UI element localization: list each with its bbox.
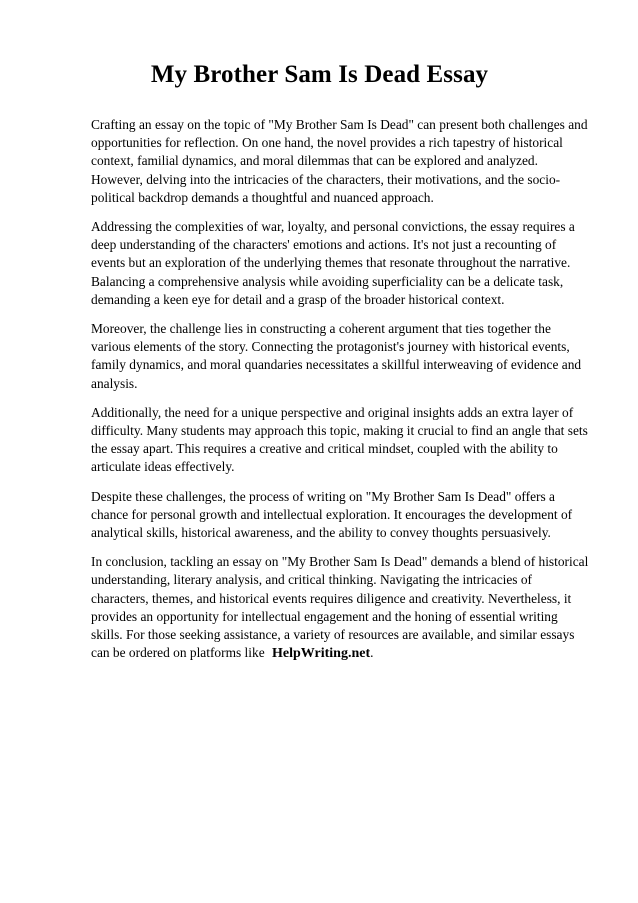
helpwriting-link[interactable]: HelpWriting.net <box>272 646 371 662</box>
paragraph-3: Moreover, the challenge lies in constructing a coherent argument that ties together the various elements of the story. Connecting the protagonist's journey with historical events, family dynamics, and moral quandaries necessitates a skillful interweaving of evidence and analysis. <box>91 321 582 391</box>
paragraph-6-trailing: . <box>370 645 374 661</box>
paragraph-6 <box>91 553 592 663</box>
paragraph-2: Addressing the complexities of war, loyalty, and personal convictions, the essay requires a deep understanding of the characters' emotions and actions. It's not just a recounting of events but an exploration of the underlying themes that resonate throughout the narrative. Balancing a comprehensive analysis while avoiding superficiality can be a delicate task, demanding a keen eye for detail and a grasp of the broader historical context. <box>91 219 575 307</box>
paragraph-6-text: In conclusion, tackling an essay on "My Brother Sam Is Dead" demands a blend of historical understanding, literary analysis, and critical thinking. Navigating the intricacies of characters, themes, and historical events requires diligence and creativity. Nevertheless, it provides an opportunity for intellectual engagement and the honing of essential writing skills. For those seeking assistance, a variety of resources are available, and similar essays can be ordered on platforms like <box>91 554 589 661</box>
paragraph-4: Additionally, the need for a unique perspective and original insights adds an extra layer of difficulty. Many students may approach this topic, making it crucial to find an angle that sets the essay apart. This requires a creative and critical mindset, coupled with the ability to articulate ideas effectively. <box>91 404 588 475</box>
document-title: My Brother Sam Is Dead Essay <box>150 61 489 88</box>
paragraph-5: Despite these challenges, the process of writing on "My Brother Sam Is Dead" offers a chance for personal growth and intellectual exploration. It encourages the development of analytical skills, historical awareness, and the ability to convey thoughts persuasively. <box>91 488 573 541</box>
paragraph-1: Crafting an essay on the topic of "My Brother Sam Is Dead" can present both challenges and opportunities for reflection. On one hand, the novel provides a rich tapestry of historical context, familial dynamics, and moral dilemmas that can be explored and analyzed. However, delving into the intricacies of the characters, their motivations, and the socio-political backdrop demands a thoughtful and nuanced approach. <box>91 117 588 205</box>
